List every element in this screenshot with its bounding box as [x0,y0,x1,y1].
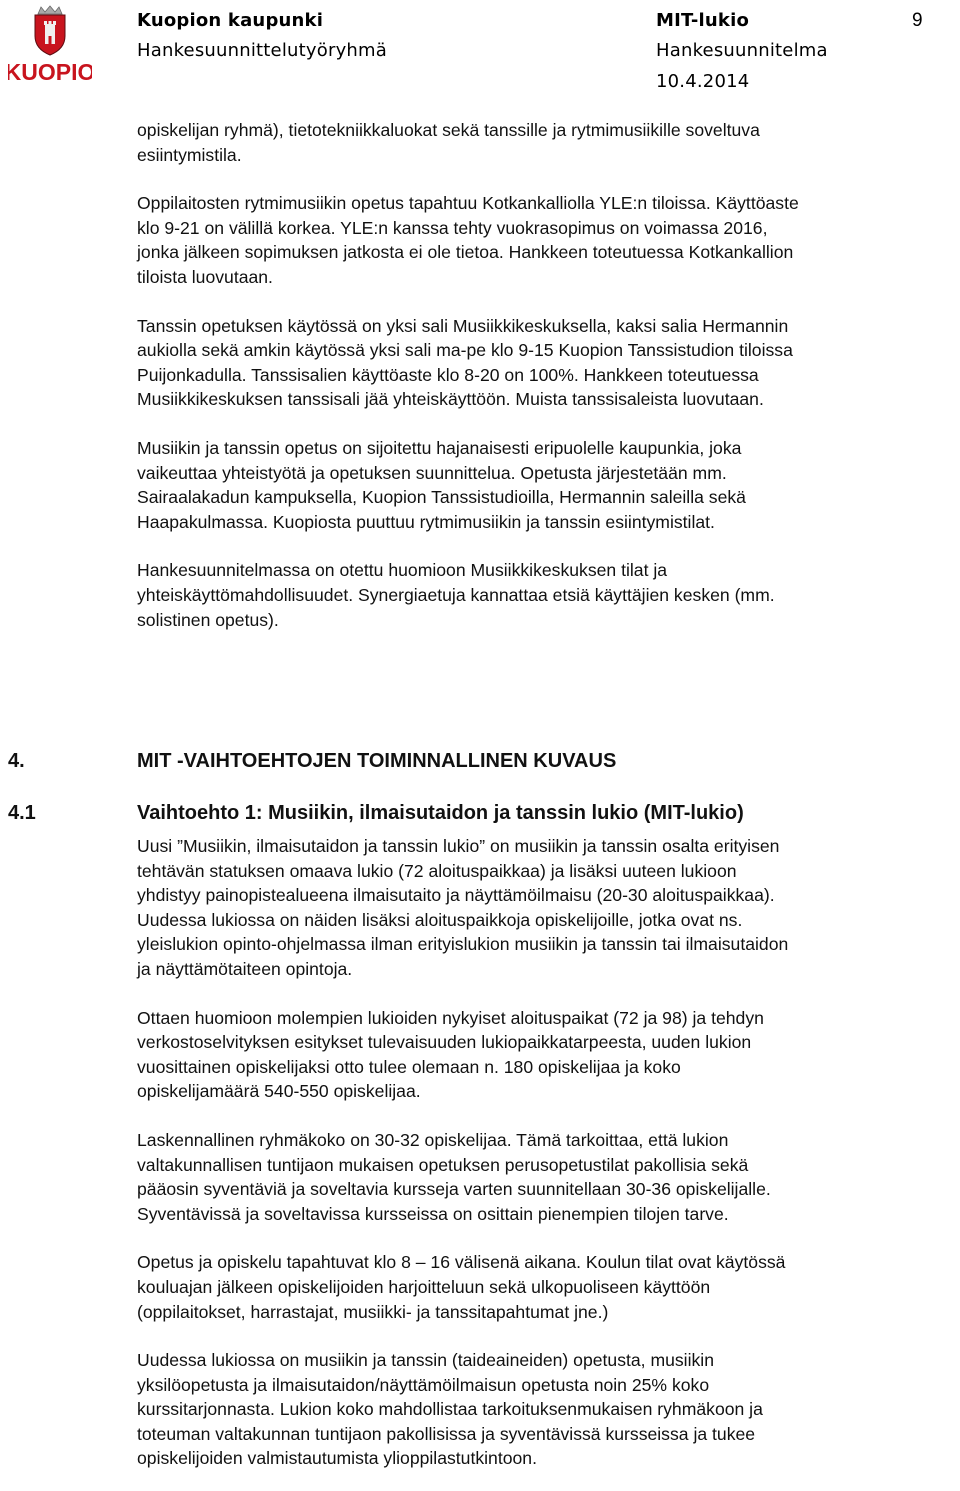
text-line: Syventävissä ja soveltavissa kursseissa on osittain pienempien tilojen tarve. [137,1203,729,1224]
paragraph [137,314,937,412]
paragraph [137,834,937,982]
text-line: kouluajan jälkeen opiskelijoiden harjoitteluun sekä ulkopuoliseen käyttöön [137,1276,711,1297]
text-line: opiskelijamäärä 540-550 opiskelijaa. [137,1081,421,1102]
text-line: tiloista luovutaan. [137,266,273,287]
text-line: esiintymistila. [137,144,242,165]
section-4-1-title: Vaihtoehto 1: Musiikin, ilmaisutaidon ja tanssin lukio (MIT-lukio) [137,802,744,824]
section-4-1-text [137,834,937,1471]
text-line: vuosittainen opiskelijaksi otto tulee olemaan n. 180 opiskelijaa ja koko [137,1056,681,1077]
text-line: solistinen opetus). [137,609,279,630]
text-line: Opetus ja opiskelu tapahtuvat klo 8 – 16 välisenä aikana. Koulun tilat ovat käytössä [137,1252,786,1273]
text-line: Uudessa lukiossa on musiikin ja tanssin (taideaineiden) opetusta, musiikin [137,1350,714,1371]
text-line: yksilöopetusta ja ilmaisutaidon/näyttämöilmaisun opetusta noin 25% koko [137,1374,710,1395]
text-line: verkostoselvityksen esitykset tulevaisuuden lukiopaikkatarpeesta, uuden lukion [137,1032,752,1053]
text-line: klo 9-21 on välillä korkea. YLE:n kanssa tehty vuokrasopimus on voimassa 2016, [137,217,768,238]
section-4-title: MIT -VAIHTOEHTOJEN TOIMINNALLINEN KUVAUS [137,750,617,772]
text-line: opiskelijoiden valmistautumista ylioppilastutkintoon. [137,1448,537,1469]
text-line: tehtävän statuksen omaava lukio (72 aloituspaikkaa) ja lisäksi uuteen lukioon [137,860,737,881]
intro-text [137,118,937,632]
kuopio-coat-of-arms-icon [8,4,92,84]
text-line: pääosin syventäviä ja soveltavia kursseja varten suunnitellaan 30-36 opiskelijalle. [137,1179,771,1200]
paragraph [137,1348,937,1471]
paragraph [137,558,937,632]
paragraph [137,118,937,167]
text-line: opiskelijan ryhmä), tietotekniikkaluokat sekä tanssille ja rytmimusiikille soveltuva [137,120,760,140]
text-line: Musiikin ja tanssin opetus on sijoitettu hajanaisesti eripuolelle kaupunkia, joka [137,437,742,458]
text-line: vaikeuttaa yhteistyötä ja opetuksen suunnittelua. Opetusta järjestetään mm. [137,462,727,483]
text-line: toteuman valtakunnan tuntijaon pakollisissa ja syventävissä kursseissa ja tukee [137,1423,756,1444]
text-line: yhteiskäyttömahdollisuudet. Synergiaetuja kannattaa etsiä käyttäjien kesken (mm. [137,584,775,605]
text-line: Oppilaitosten rytmimusiikin opetus tapahtuu Kotkankalliolla YLE:n tiloissa. Käyttöaste [137,193,799,214]
paragraph [137,1250,937,1324]
paragraph [137,1006,937,1104]
text-line: Laskennallinen ryhmäkoko on 30-32 opiskelijaa. Tämä tarkoittaa, että lukion [137,1129,729,1150]
header-project: MIT-lukio [656,10,750,31]
text-line: Puijonkadulla. Tanssisalien käyttöaste klo 8-20 on 100%. Hankkeen toteutuessa [137,364,759,385]
text-line: Ottaen huomioon molempien lukioiden nykyiset aloituspaikat (72 ja 98) ja tehdyn [137,1007,764,1028]
svg-text:KUOPIO: KUOPIO [8,59,92,84]
header-group: Hankesuunnittelutyöryhmä [137,40,387,61]
text-line: valtakunnallisen tuntijaon mukaisen opetuksen perusopetustilat pakollisia sekä [137,1154,749,1175]
text-line: yhdistyy painopistealueena ilmaisutaito ja näyttämöilmaisu (20-30 aloituspaikkaa). [137,885,775,906]
header-date: 10.4.2014 [656,71,750,92]
text-line: jonka jälkeen sopimuksen jatkosta ei ole tietoa. Hankkeen toteutuessa Kotkankallion [137,242,794,263]
page-number: 9 [912,10,923,31]
text-line: aukiolla sekä amkin käytössä yksi sali ma-pe klo 9-15 Kuopion Tanssistudion tiloissa [137,340,793,361]
text-line: Tanssin opetuksen käytössä on yksi sali Musiikkikeskuksella, kaksi salia Hermannin [137,315,789,336]
text-line: Hankesuunnitelmassa on otettu huomioon Musiikkikeskuksen tilat ja [137,560,668,581]
text-line: (oppilaitokset, harrastajat, musiikki- ja tanssitapahtumat jne.) [137,1301,609,1322]
text-line: yleislukion opinto-ohjelmassa ilman erityislukion musiikin ja tanssin tai ilmaisutaidon [137,934,789,955]
paragraph [137,1128,937,1226]
text-line: Sairaalakadun kampuksella, Kuopion Tanssistudioilla, Hermannin saleilla sekä [137,487,746,508]
section-4-number: 4. [8,750,25,772]
text-line: ja näyttämötaiteen opintoja. [137,958,353,979]
header-org: Kuopion kaupunki [137,10,324,31]
text-line: Uudessa lukiossa on näiden lisäksi aloituspaikkoja opiskelijoille, jotka ovat ns. [137,909,743,930]
text-line: Uusi ”Musiikin, ilmaisutaidon ja tanssin lukio” on musiikin ja tanssin osalta erityisen [137,836,780,856]
text-line: Musiikkikeskuksen tanssisali jää yhteiskäyttöön. Muista tanssisaleista luovutaan. [137,389,764,410]
text-line: kurssitarjonnasta. Lukion koko mahdollistaa tarkoituksenmukaisen ryhmäkoon ja [137,1399,763,1420]
paragraph [137,191,937,289]
header-doc-type: Hankesuunnitelma [656,40,828,61]
kuopio-logo [8,4,92,84]
paragraph [137,436,937,534]
section-4-1-number: 4.1 [8,802,36,824]
text-line: Haapakulmassa. Kuopiosta puuttuu rytmimusiikin ja tanssin esiintymistilat. [137,511,715,532]
